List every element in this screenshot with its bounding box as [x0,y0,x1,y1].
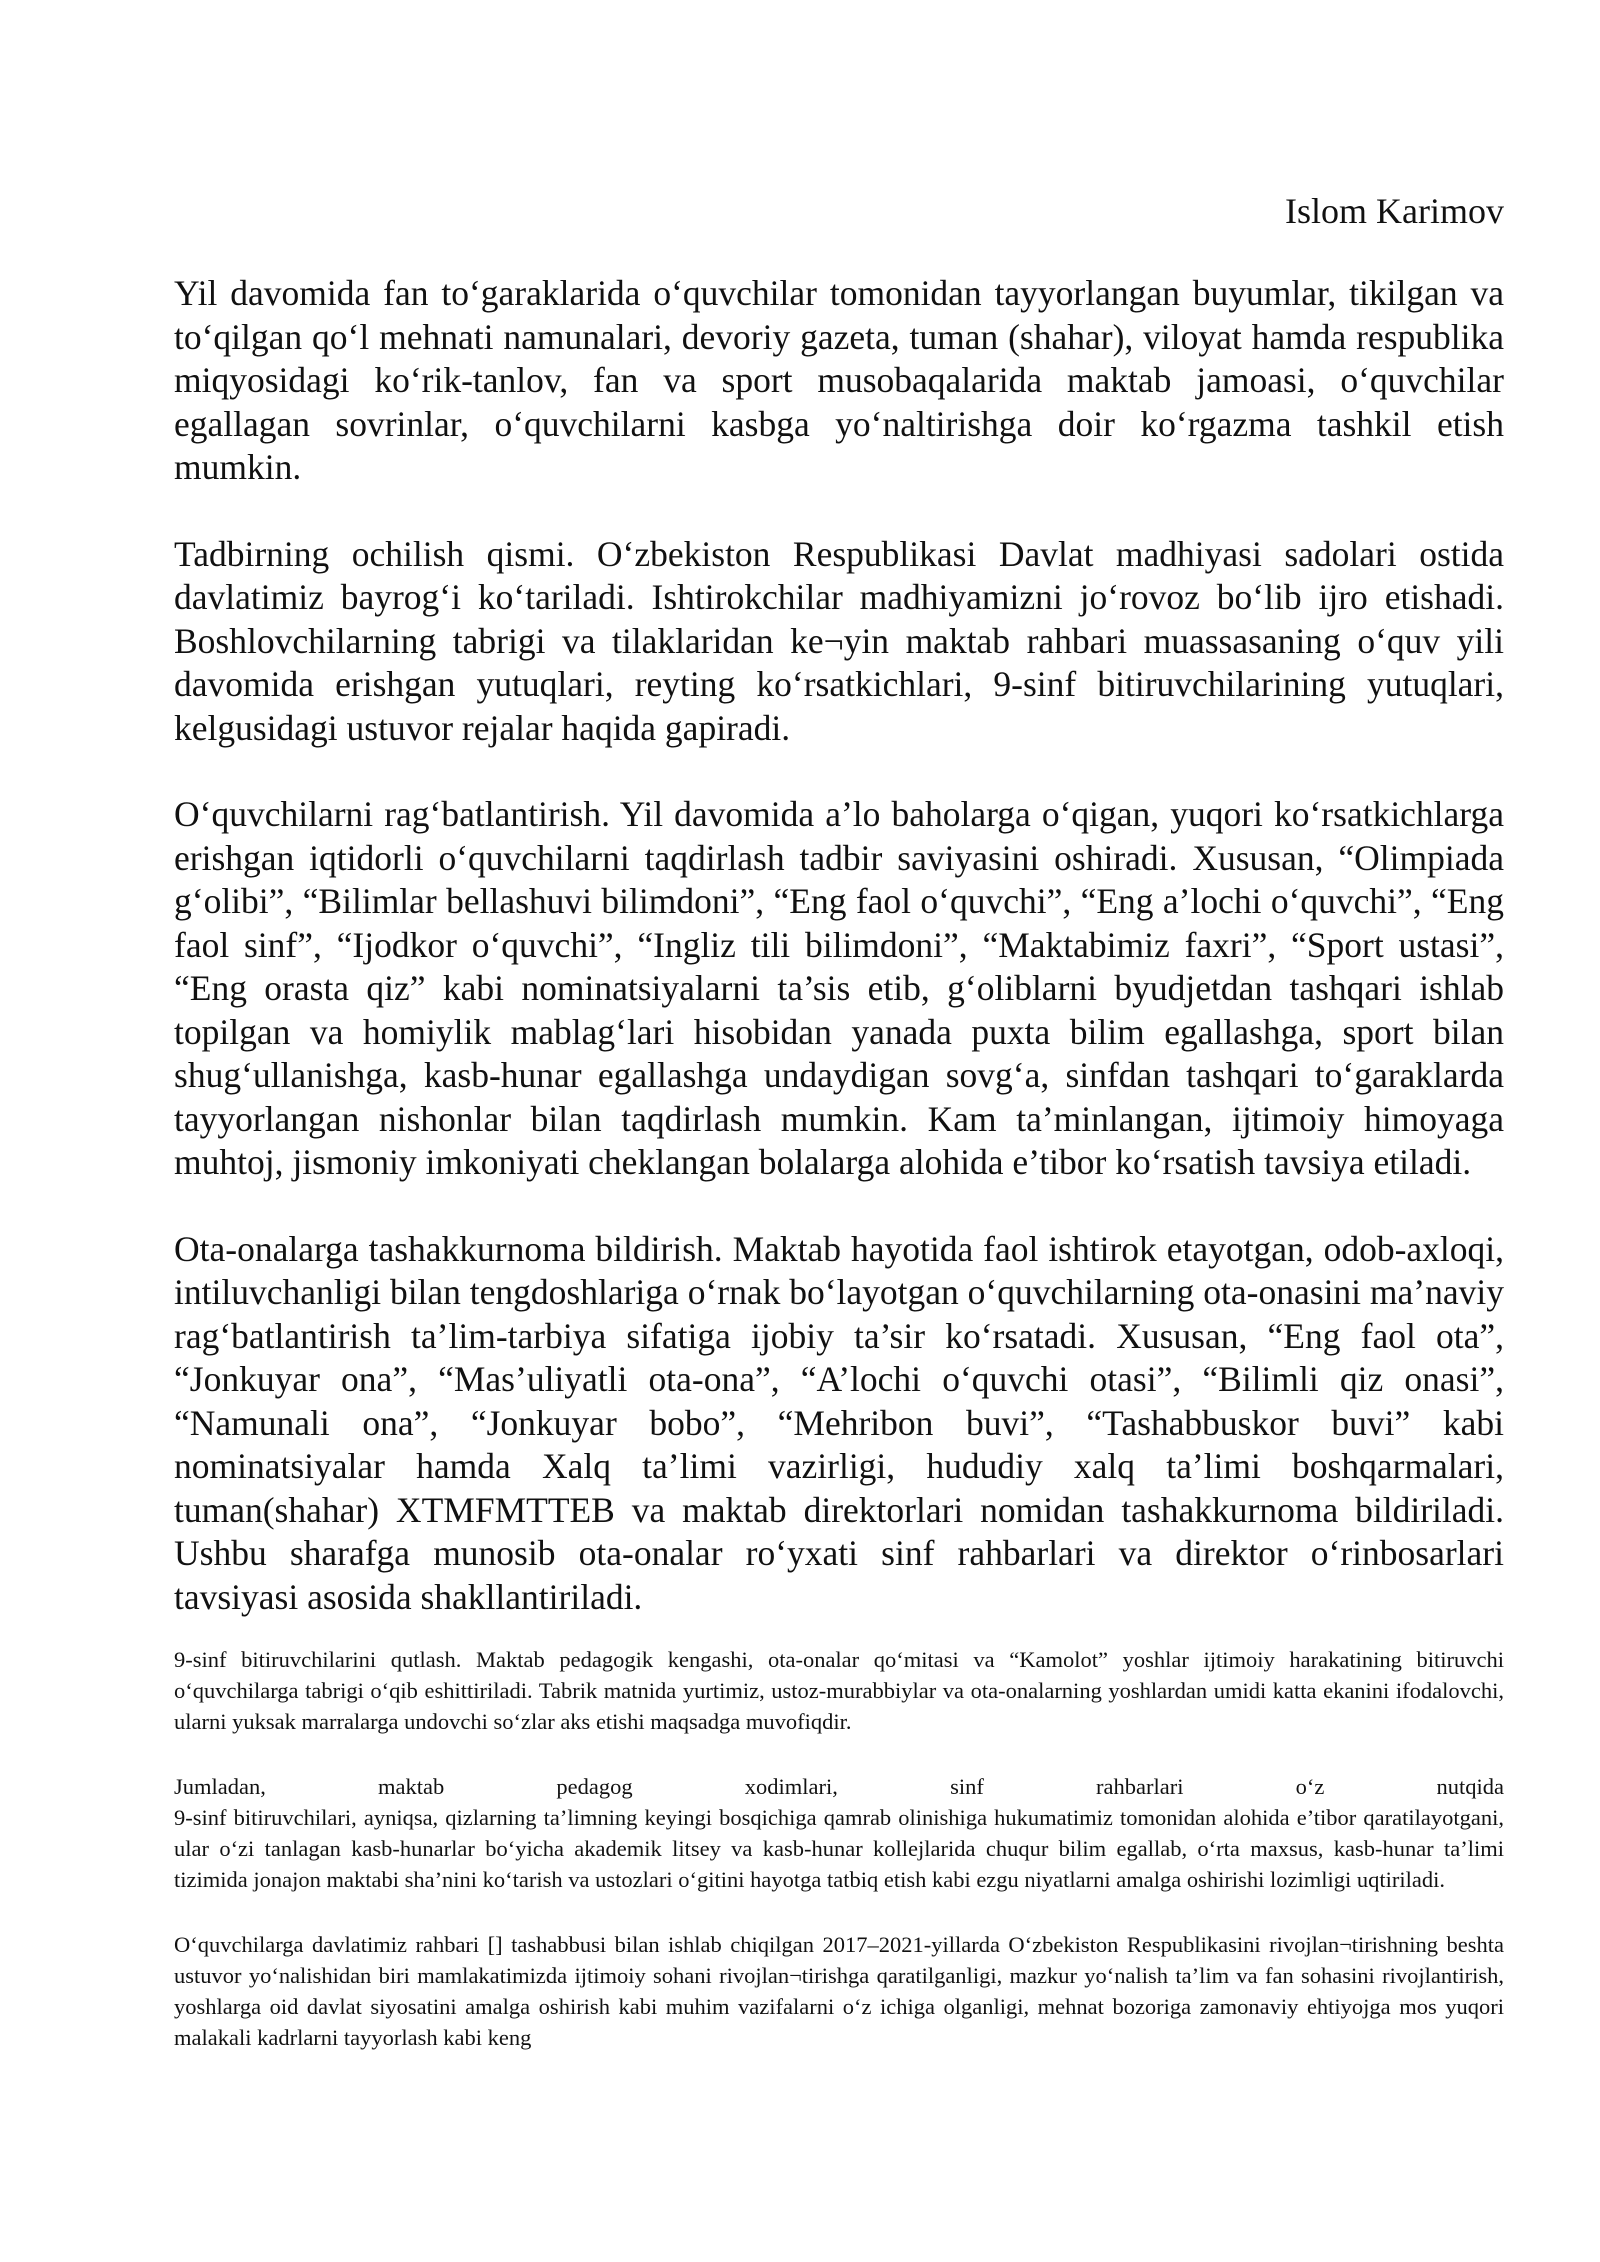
paragraph-student-encouragement: O‘quvchilarni rag‘batlantirish. Yil davomida a’lo baholarga o‘qigan, yuqori ko‘rsatkichlarga erishgan iqtidorli o‘quvchilarni taqdirlash tadbir saviyasini oshiradi. Xususan, “Olimpiada g‘olibi”, “Bilimlar bellashuvi bilimdoni”, “Eng faol o‘quvchi”, “Eng a’lochi o‘quvchi”, “Eng faol sinf”, “Ijodkor o‘quvchi”, “Ingliz tili bilimdoni”, “Maktabimiz faxri”, “Sport ustasi”, “Eng orasta qiz” kabi nominatsiyalarni ta’sis etib, g‘oliblarni byudjetdan tashqari ishlab topilgan va homiylik mablag‘lari hisobidan yanada puxta bilim egallashga, sport bilan shug‘ullanishga, kasb-hunar egallashga undaydigan sovg‘a, sinfdan tashqari to‘garaklarda tayyorlangan nishonlar bilan taqdirlash mumkin. Kam ta’minlangan, ijtimoiy himoyaga muhtoj, jismoniy imkoniyati cheklangan bolalarga alohida e’tibor ko‘rsatish tavsiya etiladi. [174,794,1504,1182]
document-page [174,188,1504,2087]
paragraph-graduate-congratulation: 9-sinf bitiruvchilarini qutlash. Maktab pedagogik kengashi, ota-onalar qo‘mitasi va “Kamolot” yoshlar ijtimoiy harakatining bitiruvchi o‘quvchilarga tabrigi o‘qib eshittiriladi. Tabrik matnida yurtimiz, ustoz-murabbiylar va ota-onalarning yoshlardan umidi katta ekanini ifodalovchi, ularni yuksak marralarga undovchi so‘zlar aks etishi maqsadga muvofiqdir. [174,1647,1504,1734]
author-name: Islom Karimov [1285,191,1504,231]
paragraph-parent-gratitude: Ota-onalarga tashakkurnoma bildirish. Maktab hayotida faol ishtirok etayotgan, odob-axloqi, intiluvchanligi bilan tengdoshlariga o‘rnak bo‘layotgan o‘quvchilarning ota-onasini ma’naviy rag‘batlantirish ta’lim-tarbiya sifatiga ijobiy ta’sir ko‘rsatadi. Xususan, “Eng faol ota”, “Jonkuyar ona”, “Mas’uliyatli ota-ona”, “A’lochi o‘quvchi otasi”, “Bilimli qiz onasi”, “Namunali ona”, “Jonkuyar bobo”, “Mehribon buvi”, “Tashabbuskor buvi” kabi nominatsiyalar hamda Xalq ta’limi vazirligi, hududiy xalq ta’limi boshqarmalari, tuman(shahar) XTMFMTTEB va maktab direktorlari nomidan tashakkurnoma bildiriladi. Ushbu sharafga munosib ota-onalar ro‘yxati sinf rahbarlari va direktor o‘rinbosarlari tavsiyasi asosida shakllantiriladi. [174,1228,1504,1617]
paragraph-opening: Tadbirning ochilish qismi. O‘zbekiston Respublikasi Davlat madhiyasi sadolari ostida davlatimiz bayrog‘i ko‘tariladi. Ishtirokchilar madhiyamizni jo‘rovoz bo‘lib ijro etishadi. Boshlovchilarning tabrigi va tilaklaridan ke¬yin maktab rahbari muassasaning o‘quv yili davomida erishgan yutuqlari, reyting ko‘rsatkichlari, 9-sinf bitiruvchilarining yutuqlari, kelgusidagi ustuvor rejalar haqida gapiradi. [174,533,1504,748]
teacher-speech-first-line: Jumladan, maktab pedagog xodimlari, sinf rahbarlari o‘z nutqida [174,1774,1504,1799]
teacher-speech-body: 9-sinf bitiruvchilari, ayniqsa, qizlarning ta’limning keyingi bosqichiga qamrab olinishiga hukumatimiz tomonidan alohida e’tibor qaratilayotgani, ular o‘zi tanlagan kasb-hunarlar bo‘yicha akademik litsey va kasb-hunar kollejlarida chuqur bilim egallab, o‘rta maxsus, kasb-hunar ta’limi tizimida jonajon maktabi sha’nini ko‘tarish va ustozlari o‘gitini hayotga tatbiq etish kabi ezgu niyatlarni amalga oshirishi lozimligi uqtiriladi. [174,1805,1504,1892]
paragraph-exhibition: Yil davomida fan to‘garaklarida o‘quvchilar tomonidan tayyorlangan buyumlar, tikilgan va to‘qilgan qo‘l mehnati namunalari, devoriy gazeta, tuman (shahar), viloyat hamda respublika miqyosidagi ko‘rik-tanlov, fan va sport musobaqalarida maktab jamoasi, o‘quvchilar egallagan sovrinlar, o‘quvchilarni kasbga yo‘naltirishga doir ko‘rgazma tashkil etish mumkin. [174,273,1504,487]
paragraph-strategy: O‘quvchilarga davlatimiz rahbari [] tashabbusi bilan ishlab chiqilgan 2017–2021-yillarda O‘zbekiston Respublikasini rivojlan¬tirishning beshta ustuvor yo‘nalishidan biri mamlakatimizda ijtimoiy sohani rivojlan¬tirishga qaratilganligi, mazkur yo‘nalish ta’lim va fan sohasini rivojlantirish, yoshlarga oid davlat siyosatini amalga oshirish kabi muhim vazifalarni o‘z ichiga olganligi, mehnat bozoriga zamonaviy ehtiyojga mos yuqori malakali kadrlarni tayyorlash kabi keng [174,1932,1504,2050]
paragraph-teacher-speech [174,1771,1504,1895]
